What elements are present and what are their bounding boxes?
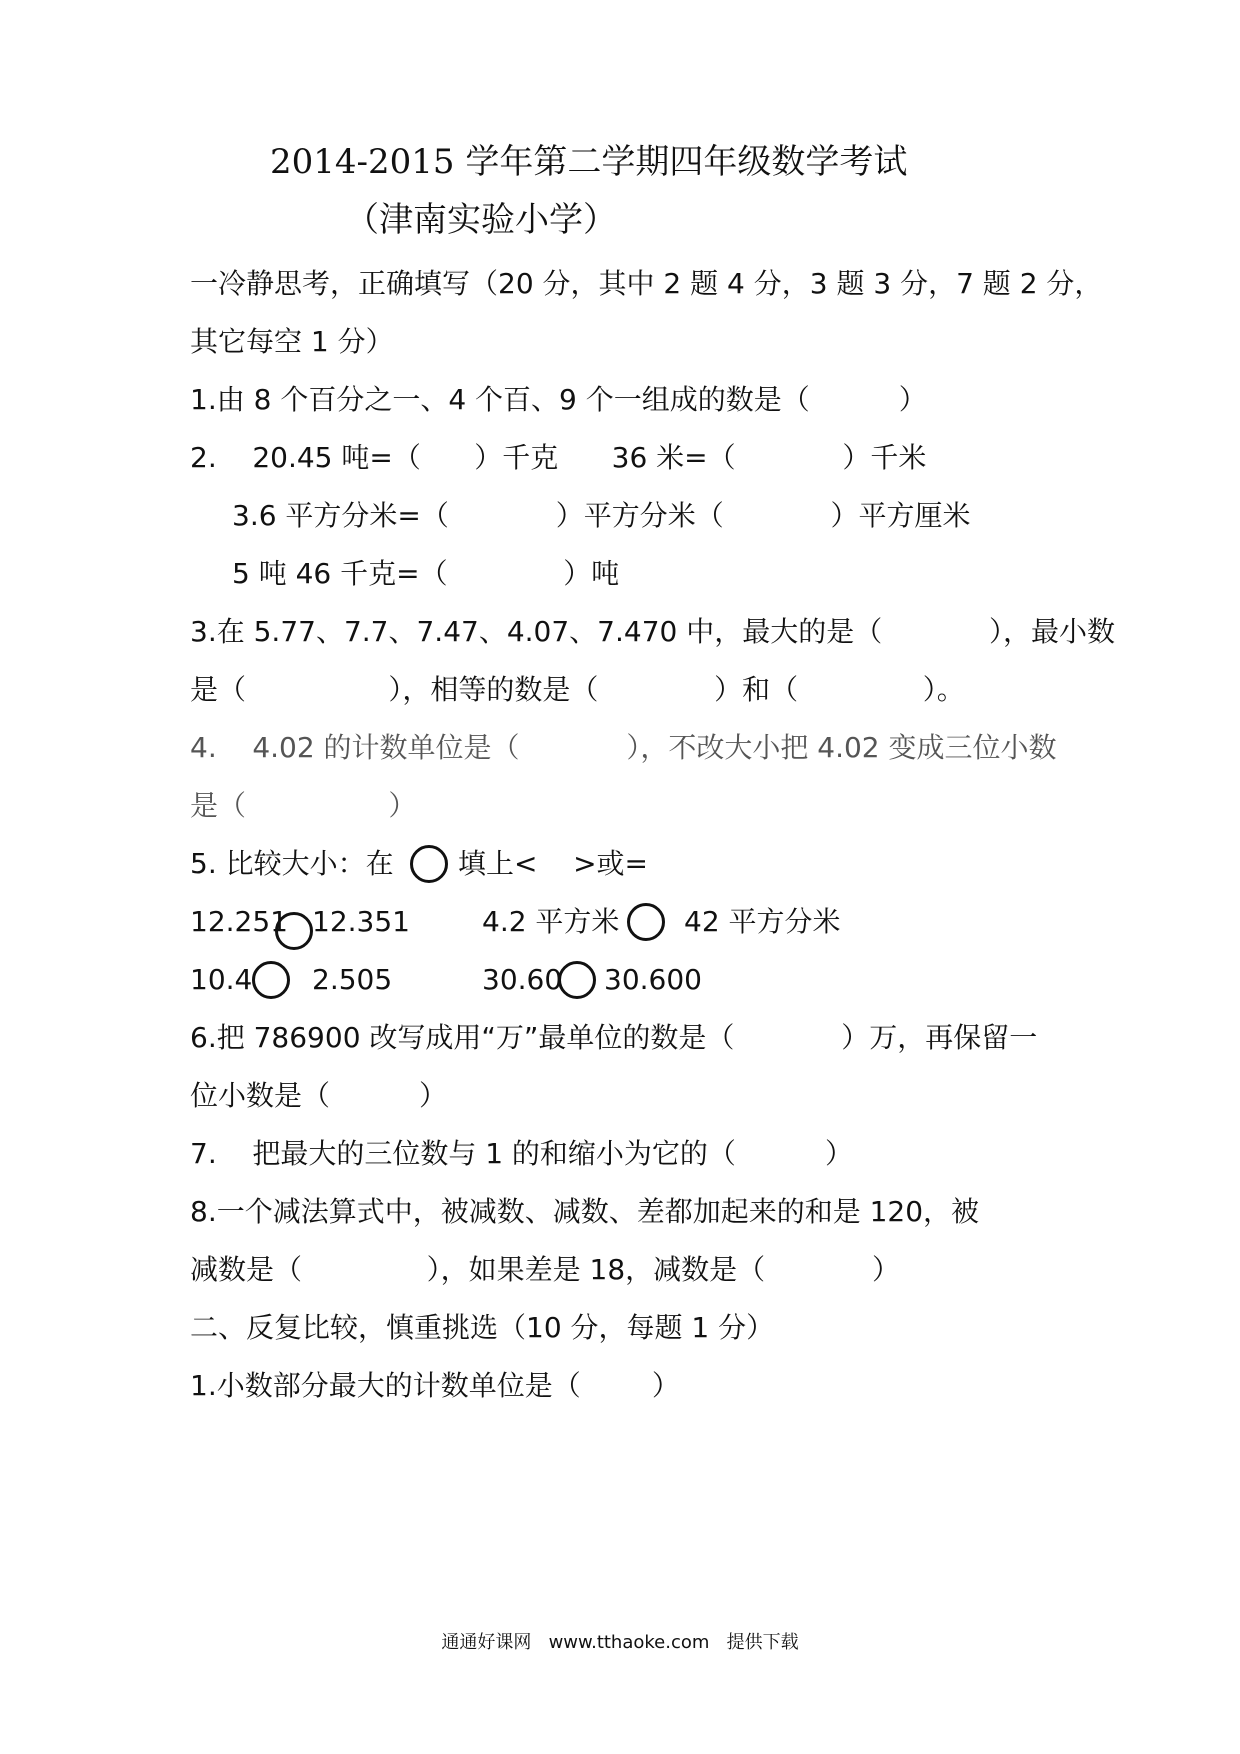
compare-circle-icon [627,903,665,941]
question-7: 7. 把最大的三位数与 1 的和缩小为它的（ ） [190,1137,853,1170]
question-5-label: 5. 比较大小：在 [190,847,394,880]
question-3-line2: 是（ ），相等的数是（ ）和（ ）。 [190,673,965,706]
footer-credit: 通通好课网 www.tthaoke.com 提供下载 [441,1632,799,1653]
compare-r1-left: 12.251 [190,905,288,938]
question-4-line1: 4. 4.02 的计数单位是（ ），不改大小把 4.02 变成三位小数 [190,731,1057,764]
compare-r2b-left: 30.60 [482,963,563,996]
question-5-tail: 填上< >或= [458,847,648,880]
compare-r2-left: 10.4 [190,963,253,996]
question-8-line2: 减数是（ ），如果差是 18，减数是（ ） [190,1253,900,1286]
school-name: （津南实验小学） [345,200,617,240]
compare-r2-right: 2.505 [312,963,393,996]
section2-question-1: 1.小数部分最大的计数单位是（ ） [190,1369,680,1402]
question-1: 1.由 8 个百分之一、4 个百、9 个一组成的数是（ ） [190,383,927,416]
question-6-line2: 位小数是（ ） [190,1079,448,1112]
compare-r1b-right: 42 平方分米 [684,905,841,938]
exam-title: 2014-2015 学年第二学期四年级数学考试 [270,142,908,182]
question-4-line2: 是（ ） [190,789,417,822]
compare-circle-icon [275,912,313,950]
question-2-line2: 3.6 平方分米=（ ）平方分米（ ）平方厘米 [232,499,971,532]
section1-heading: 一冷静思考，正确填写（20 分，其中 2 题 4 分，3 题 3 分，7 题 2 分， [190,267,1103,300]
question-3-line1: 3.在 5.77、7.7、7.47、4.07、7.470 中，最大的是（ ），最小数 [190,615,1116,648]
compare-r2b-right: 30.600 [604,963,702,996]
question-6-line1: 6.把 786900 改写成用“万”最单位的数是（ ）万，再保留一 [190,1021,1038,1054]
question-8-line1: 8.一个减法算式中，被减数、减数、差都加起来的和是 120，被 [190,1195,980,1228]
compare-circle-icon [252,961,290,999]
section2-heading: 二、反复比较，慎重挑选（10 分，每题 1 分） [190,1311,775,1344]
section1-heading-cont: 其它每空 1 分） [190,325,394,358]
compare-r1b-left: 4.2 平方米 [482,905,620,938]
compare-r1-right: 12.351 [312,905,410,938]
question-2-line3: 5 吨 46 千克=（ ）吨 [232,557,620,590]
question-2-line1: 2. 20.45 吨=（ ）千克 36 米=（ ）千米 [190,441,927,474]
compare-circle-icon [410,845,448,883]
compare-circle-icon [558,961,596,999]
